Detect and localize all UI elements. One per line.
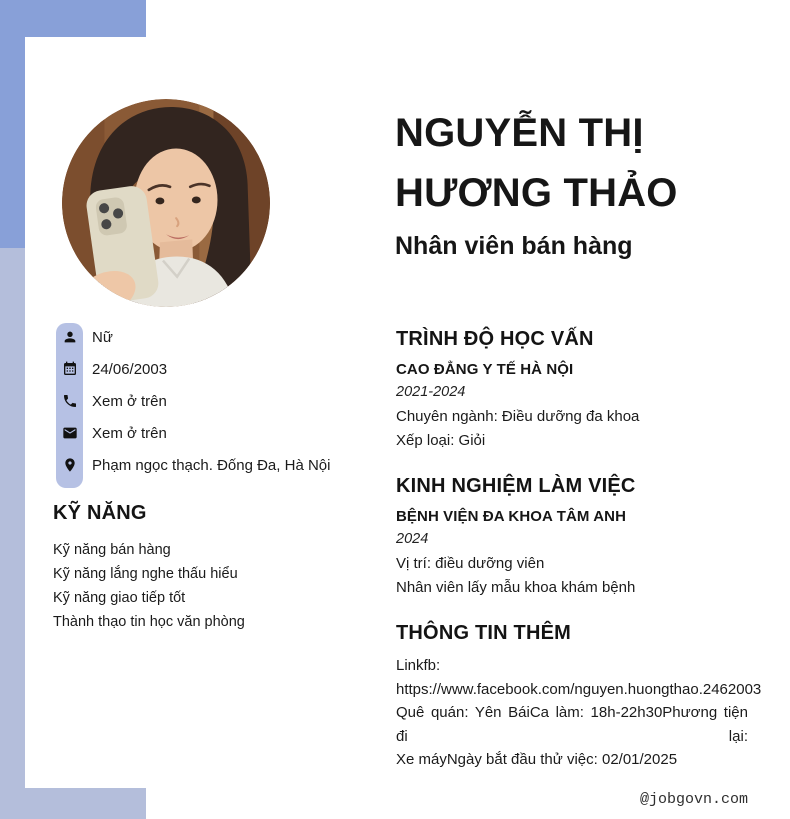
experience-section: [396, 473, 748, 599]
facebook-url[interactable]: https://www.facebook.com/nguyen.huongthao.2462003: [396, 680, 762, 698]
additional-info-section: [396, 620, 762, 772]
location-icon: [56, 457, 83, 473]
job-title: Nhân viên bán hàng: [395, 232, 633, 260]
education-section: [396, 326, 748, 452]
experience-period: 2024: [396, 531, 429, 547]
person-icon: [56, 329, 83, 345]
experience-title: KINH NGHIỆM LÀM VIỆC: [396, 475, 636, 497]
skills-title: KỸ NĂNG: [53, 502, 147, 524]
additional-line-vehicle-startdate: Xe máyNgày bắt đầu thử việc: 02/01/2025: [396, 751, 678, 768]
contact-value-gender: Nữ: [92, 328, 113, 346]
skills-section: [53, 500, 373, 634]
calendar-icon: [56, 361, 83, 377]
experience-details: [396, 552, 748, 599]
contact-value-birthdate: 24/06/2003: [92, 360, 168, 378]
contact-value-address: Phạm ngọc thạch. Đống Đa, Hà Nội: [92, 456, 331, 474]
education-school: CAO ĐẲNG Y TẾ HÀ NỘI: [396, 361, 574, 378]
name-line-2: HƯƠNG THẢO: [395, 171, 678, 215]
additional-line-linkfb-label: Linkfb:: [396, 657, 441, 674]
contact-row-address: [56, 453, 330, 477]
decor-left-bar-bottom: [0, 248, 25, 819]
full-name: [395, 103, 765, 261]
contact-row-birthdate: [56, 357, 167, 381]
name-line-1: NGUYỄN THỊ: [395, 111, 644, 155]
education-title: TRÌNH ĐỘ HỌC VẤN: [396, 328, 594, 350]
skill-item: Thành thạo tin học văn phòng: [53, 614, 245, 630]
contact-row-gender: [56, 325, 113, 349]
contact-value-phone: Xem ở trên: [92, 392, 167, 410]
decor-bottom-bar: [0, 788, 146, 819]
education-details: [396, 405, 748, 452]
main-column: [396, 326, 762, 772]
profile-photo: [62, 99, 270, 307]
phone-icon: [56, 393, 83, 409]
education-period: 2021-2024: [396, 384, 466, 400]
profile-photo-illustration: [62, 99, 270, 307]
email-icon: [56, 425, 83, 441]
decor-left-bar-top: [0, 0, 25, 248]
skill-item: Kỹ năng giao tiếp tốt: [53, 590, 186, 606]
education-line: Xếp loại: Giỏi: [396, 431, 486, 449]
additional-info-title: THÔNG TIN THÊM: [396, 622, 572, 644]
experience-line: Nhân viên lấy mẫu khoa khám bệnh: [396, 578, 636, 596]
experience-company: BỆNH VIỆN ĐA KHOA TÂM ANH: [396, 508, 626, 525]
additional-info-details: [396, 654, 762, 772]
skill-item: Kỹ năng lắng nghe thấu hiểu: [53, 566, 238, 582]
education-line: Chuyên ngành: Điều dưỡng đa khoa: [396, 408, 640, 425]
contact-value-email: Xem ở trên: [92, 424, 167, 442]
watermark: @jobgovn.com: [640, 791, 749, 808]
contact-row-email: [56, 421, 167, 445]
skill-item: Kỹ năng bán hàng: [53, 542, 171, 558]
contact-list: [56, 323, 366, 488]
additional-line-hometown-shift: Quê quán: Yên BáiCa làm: 18h-22h30Phương tiện đi lại:: [396, 704, 748, 745]
experience-line: Vị trí: điều dưỡng viên: [396, 555, 545, 572]
contact-row-phone: [56, 389, 167, 413]
